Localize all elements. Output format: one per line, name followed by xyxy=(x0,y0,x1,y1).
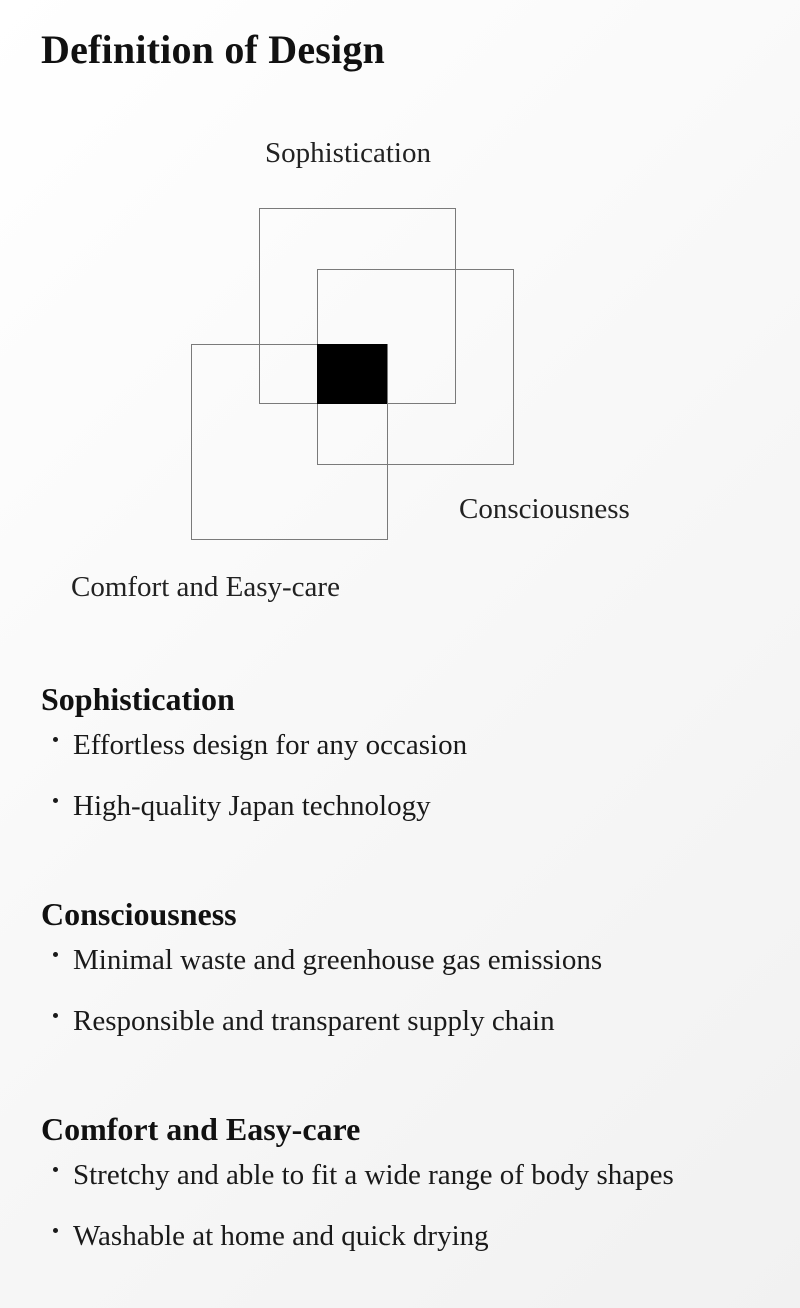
bullet-item xyxy=(41,1219,781,1254)
section-consciousness xyxy=(41,895,781,1039)
section-heading: Consciousness xyxy=(41,896,237,932)
bullet-dot-icon xyxy=(53,1167,58,1172)
bullet-list xyxy=(41,943,781,1039)
bullet-dot-icon xyxy=(53,798,58,803)
bullet-list xyxy=(41,728,781,824)
section-comfort-and-easy-care xyxy=(41,1110,781,1254)
bullet-list xyxy=(41,1158,781,1254)
bullet-text: Minimal waste and greenhouse gas emissions xyxy=(73,944,603,977)
bullet-dot-icon xyxy=(53,1228,58,1233)
bullet-item xyxy=(41,728,781,763)
bullet-text: Responsible and transparent supply chain xyxy=(73,1005,555,1038)
section-sophistication xyxy=(41,680,781,824)
section-heading: Comfort and Easy-care xyxy=(41,1111,361,1147)
bullet-text: Washable at home and quick drying xyxy=(73,1220,489,1253)
bullet-item xyxy=(41,1158,781,1193)
bullet-text: Effortless design for any occasion xyxy=(73,729,468,762)
bullet-dot-icon xyxy=(53,1013,58,1018)
bullet-text: High-quality Japan technology xyxy=(73,790,431,823)
section-heading: Sophistication xyxy=(41,681,235,717)
design-venn-diagram xyxy=(0,0,800,640)
bullet-item xyxy=(41,943,781,978)
overlap-center-square xyxy=(317,344,387,404)
diagram-label-consciousness: Consciousness xyxy=(459,493,630,525)
bullet-dot-icon xyxy=(53,952,58,957)
bullet-item xyxy=(41,789,781,824)
page-title: Definition of Design xyxy=(41,27,385,72)
bullet-text: Stretchy and able to fit a wide range of body shapes xyxy=(73,1159,674,1192)
diagram-label-sophistication: Sophistication xyxy=(265,137,431,169)
bullet-item xyxy=(41,1004,781,1039)
bullet-dot-icon xyxy=(53,737,58,742)
diagram-label-comfort: Comfort and Easy-care xyxy=(71,571,340,603)
